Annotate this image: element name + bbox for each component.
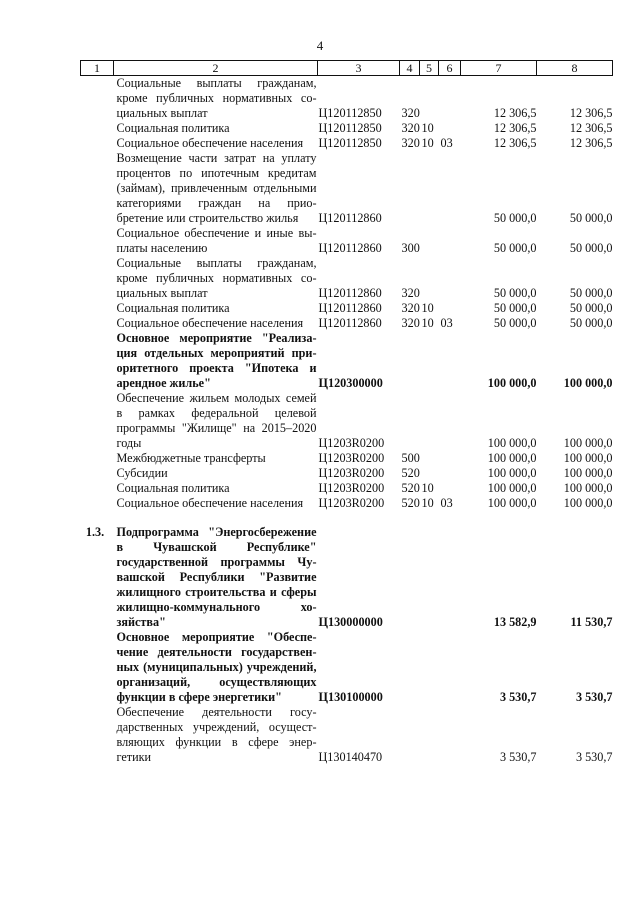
row-number [81,466,114,481]
amount-year-1: 12 306,5 [493,136,537,150]
row-name: Социальное обеспечение населения [116,316,304,330]
subsection-code [439,481,461,496]
budget-table [80,60,613,765]
expense-type-code [400,705,420,765]
column-header-7: 7 [461,61,537,76]
target-code: Ц1203R0200 [318,451,385,465]
amount-year-1: 50 000,0 [493,241,537,255]
row-name: Подпрограмма "Энергосбережение в Чувашской Республике" государственной программы Чувашской Республики "Развитие жилищного строительства и сферы жилищно-коммунального хозяйства" [116,525,317,629]
table-row [81,705,613,765]
expense-type-code [400,630,420,705]
section-code [420,630,439,705]
row-name: Социальная политика [116,301,230,315]
target-code: Ц1203R0200 [318,496,385,510]
amount-year-1: 50 000,0 [493,316,537,330]
row-name: Социальные выплаты гражданам, кроме публичных нормативных социальных выплат [116,256,317,300]
subsection-code [439,331,461,391]
amount-year-2: 100 000,0 [563,451,613,465]
amount-year-1: 13 582,9 [493,615,537,629]
amount-year-1: 100 000,0 [487,481,537,495]
section-code [420,466,439,481]
subsection-code [439,76,461,122]
column-header-8: 8 [537,61,613,76]
subsection-code [439,256,461,301]
amount-year-2: 100 000,0 [563,481,613,495]
amount-year-2: 12 306,5 [569,106,613,120]
target-code: Ц120112850 [318,106,382,120]
table-row [81,630,613,705]
amount-year-1: 100 000,0 [487,466,537,480]
subsection-code [439,705,461,765]
table-row [81,226,613,256]
expense-type-code: 300 [401,241,420,255]
expense-type-code [400,525,420,630]
column-header-2: 2 [114,61,318,76]
target-code: Ц120112850 [318,121,382,135]
section-code: 10 [421,301,434,315]
section-code: 10 [421,316,434,330]
section-code: 10 [421,136,434,150]
amount-year-2: 100 000,0 [563,496,613,510]
row-number [81,76,114,122]
amount-year-1: 50 000,0 [493,286,537,300]
row-number [81,451,114,466]
row-number [81,705,114,765]
row-name: Обеспечение деятельности государственных учреждений, осуществляющих функции в сфере энергетики [116,705,317,764]
row-name: Социальное обеспечение и иные выплаты населению [116,226,317,255]
section-code [420,331,439,391]
expense-type-code: 520 [401,496,420,510]
amount-year-1: 50 000,0 [493,301,537,315]
section-code [420,525,439,630]
row-name: Возмещение части затрат на уплату процентов по ипотечным кредитам (займам), привлеченным отдельными категориями граждан на приобретение или строительство жилья [116,151,317,225]
amount-year-2: 50 000,0 [569,286,613,300]
target-code: Ц120112860 [318,241,382,255]
expense-type-code: 320 [401,106,420,120]
amount-year-2: 3 530,7 [575,750,613,764]
row-number [81,121,114,136]
column-header-6: 6 [439,61,461,76]
target-code: Ц120112860 [318,301,382,315]
amount-year-1: 3 530,7 [499,690,537,704]
amount-year-2: 50 000,0 [569,211,613,225]
subsection-code [439,121,461,136]
row-number [81,301,114,316]
row-number [81,481,114,496]
row-name: Социальное обеспечение населения [116,496,304,510]
target-code: Ц1203R0200 [318,466,385,480]
table-row [81,451,613,466]
target-code: Ц1203R0200 [318,481,385,495]
section-code: 10 [421,121,434,135]
subsection-code [439,391,461,451]
section-code [420,76,439,122]
section-code [420,256,439,301]
table-row [81,301,613,316]
amount-year-2: 11 530,7 [570,615,613,629]
table-row [81,256,613,301]
section-code: 10 [421,496,434,510]
row-number [81,331,114,391]
amount-year-1: 12 306,5 [493,121,537,135]
subsection-code: 03 [440,136,453,150]
amount-year-1: 12 306,5 [493,106,537,120]
table-row [81,525,613,630]
table-row [81,151,613,226]
target-code: Ц120112860 [318,316,382,330]
section-code: 10 [421,481,434,495]
column-header-3: 3 [318,61,400,76]
expense-type-code [400,391,420,451]
row-name: Социальная политика [116,481,230,495]
subsection-code [439,226,461,256]
amount-year-2: 100 000,0 [563,376,613,390]
amount-year-1: 100 000,0 [487,496,537,510]
amount-year-1: 50 000,0 [493,211,537,225]
target-code: Ц120112860 [318,286,382,300]
section-code [420,151,439,226]
subsection-code [439,630,461,705]
subsection-code [439,525,461,630]
target-code: Ц120112850 [318,136,382,150]
row-name: Субсидии [116,466,168,480]
expense-type-code: 320 [401,286,420,300]
subsection-code [439,451,461,466]
section-code [420,226,439,256]
row-name: Обеспечение жильем молодых семей в рамках федеральной целевой программы "Жилище" на 2015–2020 годы [116,391,317,450]
row-name: Основное мероприятие "Обеспечение деятельности государственных (муниципальных) учреждений, организаций, осуществляющих функции в сфере энергетики" [116,630,317,704]
amount-year-2: 3 530,7 [575,690,613,704]
column-header-4: 4 [400,61,420,76]
expense-type-code: 520 [401,481,420,495]
amount-year-1: 100 000,0 [487,451,537,465]
table-row [81,316,613,331]
subsection-code [439,466,461,481]
column-header-1: 1 [81,61,114,76]
amount-year-2: 50 000,0 [569,241,613,255]
target-code: Ц130140470 [318,750,383,764]
amount-year-1: 100 000,0 [487,436,537,450]
table-row [81,331,613,391]
section-code [420,391,439,451]
subsection-code [439,151,461,226]
subsection-code: 03 [440,496,453,510]
row-number [81,226,114,256]
expense-type-code [400,151,420,226]
section-code [420,705,439,765]
target-code: Ц120300000 [318,376,383,390]
row-number [81,316,114,331]
table-row [81,466,613,481]
table-row [81,391,613,451]
amount-year-2: 12 306,5 [569,121,613,135]
expense-type-code: 320 [401,316,420,330]
subsection-code [439,301,461,316]
amount-year-1: 3 530,7 [499,750,537,764]
section-code [420,451,439,466]
row-name: Социальные выплаты гражданам, кроме публичных нормативных социальных выплат [116,76,317,120]
row-number [81,151,114,226]
table-row [81,136,613,151]
amount-year-2: 100 000,0 [563,466,613,480]
row-number [81,256,114,301]
table-row [81,496,613,511]
row-number [81,391,114,451]
expense-type-code: 320 [401,136,420,150]
target-code: Ц120112860 [318,211,382,225]
target-code: Ц130100000 [318,690,383,704]
column-number-header-row [81,61,613,76]
subsection-code: 03 [440,316,453,330]
table-row [81,481,613,496]
expense-type-code: 320 [401,301,420,315]
target-code: Ц1203R0200 [318,436,385,450]
amount-year-2: 100 000,0 [563,436,613,450]
table-row [81,76,613,122]
amount-year-2: 12 306,5 [569,136,613,150]
expense-type-code: 320 [401,121,420,135]
page-number: 4 [316,38,324,53]
row-name: Межбюджетные трансферты [116,451,266,465]
row-spacer [81,511,613,525]
row-name: Социальная политика [116,121,230,135]
row-number [81,496,114,511]
amount-year-1: 100 000,0 [487,376,537,390]
amount-year-2: 50 000,0 [569,316,613,330]
table-body [81,76,613,766]
row-number: 1.3. [85,525,105,539]
expense-type-code: 520 [401,466,420,480]
row-number [81,630,114,705]
row-name: Основное мероприятие "Реализация отдельных мероприятий приоритетного проекта "Ипотека и арендное жилье" [116,331,317,390]
column-header-5: 5 [420,61,439,76]
row-name: Социальное обеспечение населения [116,136,304,150]
amount-year-2: 50 000,0 [569,301,613,315]
expense-type-code: 500 [401,451,420,465]
row-number [81,136,114,151]
expense-type-code [400,331,420,391]
table-row [81,121,613,136]
target-code: Ц130000000 [318,615,383,629]
